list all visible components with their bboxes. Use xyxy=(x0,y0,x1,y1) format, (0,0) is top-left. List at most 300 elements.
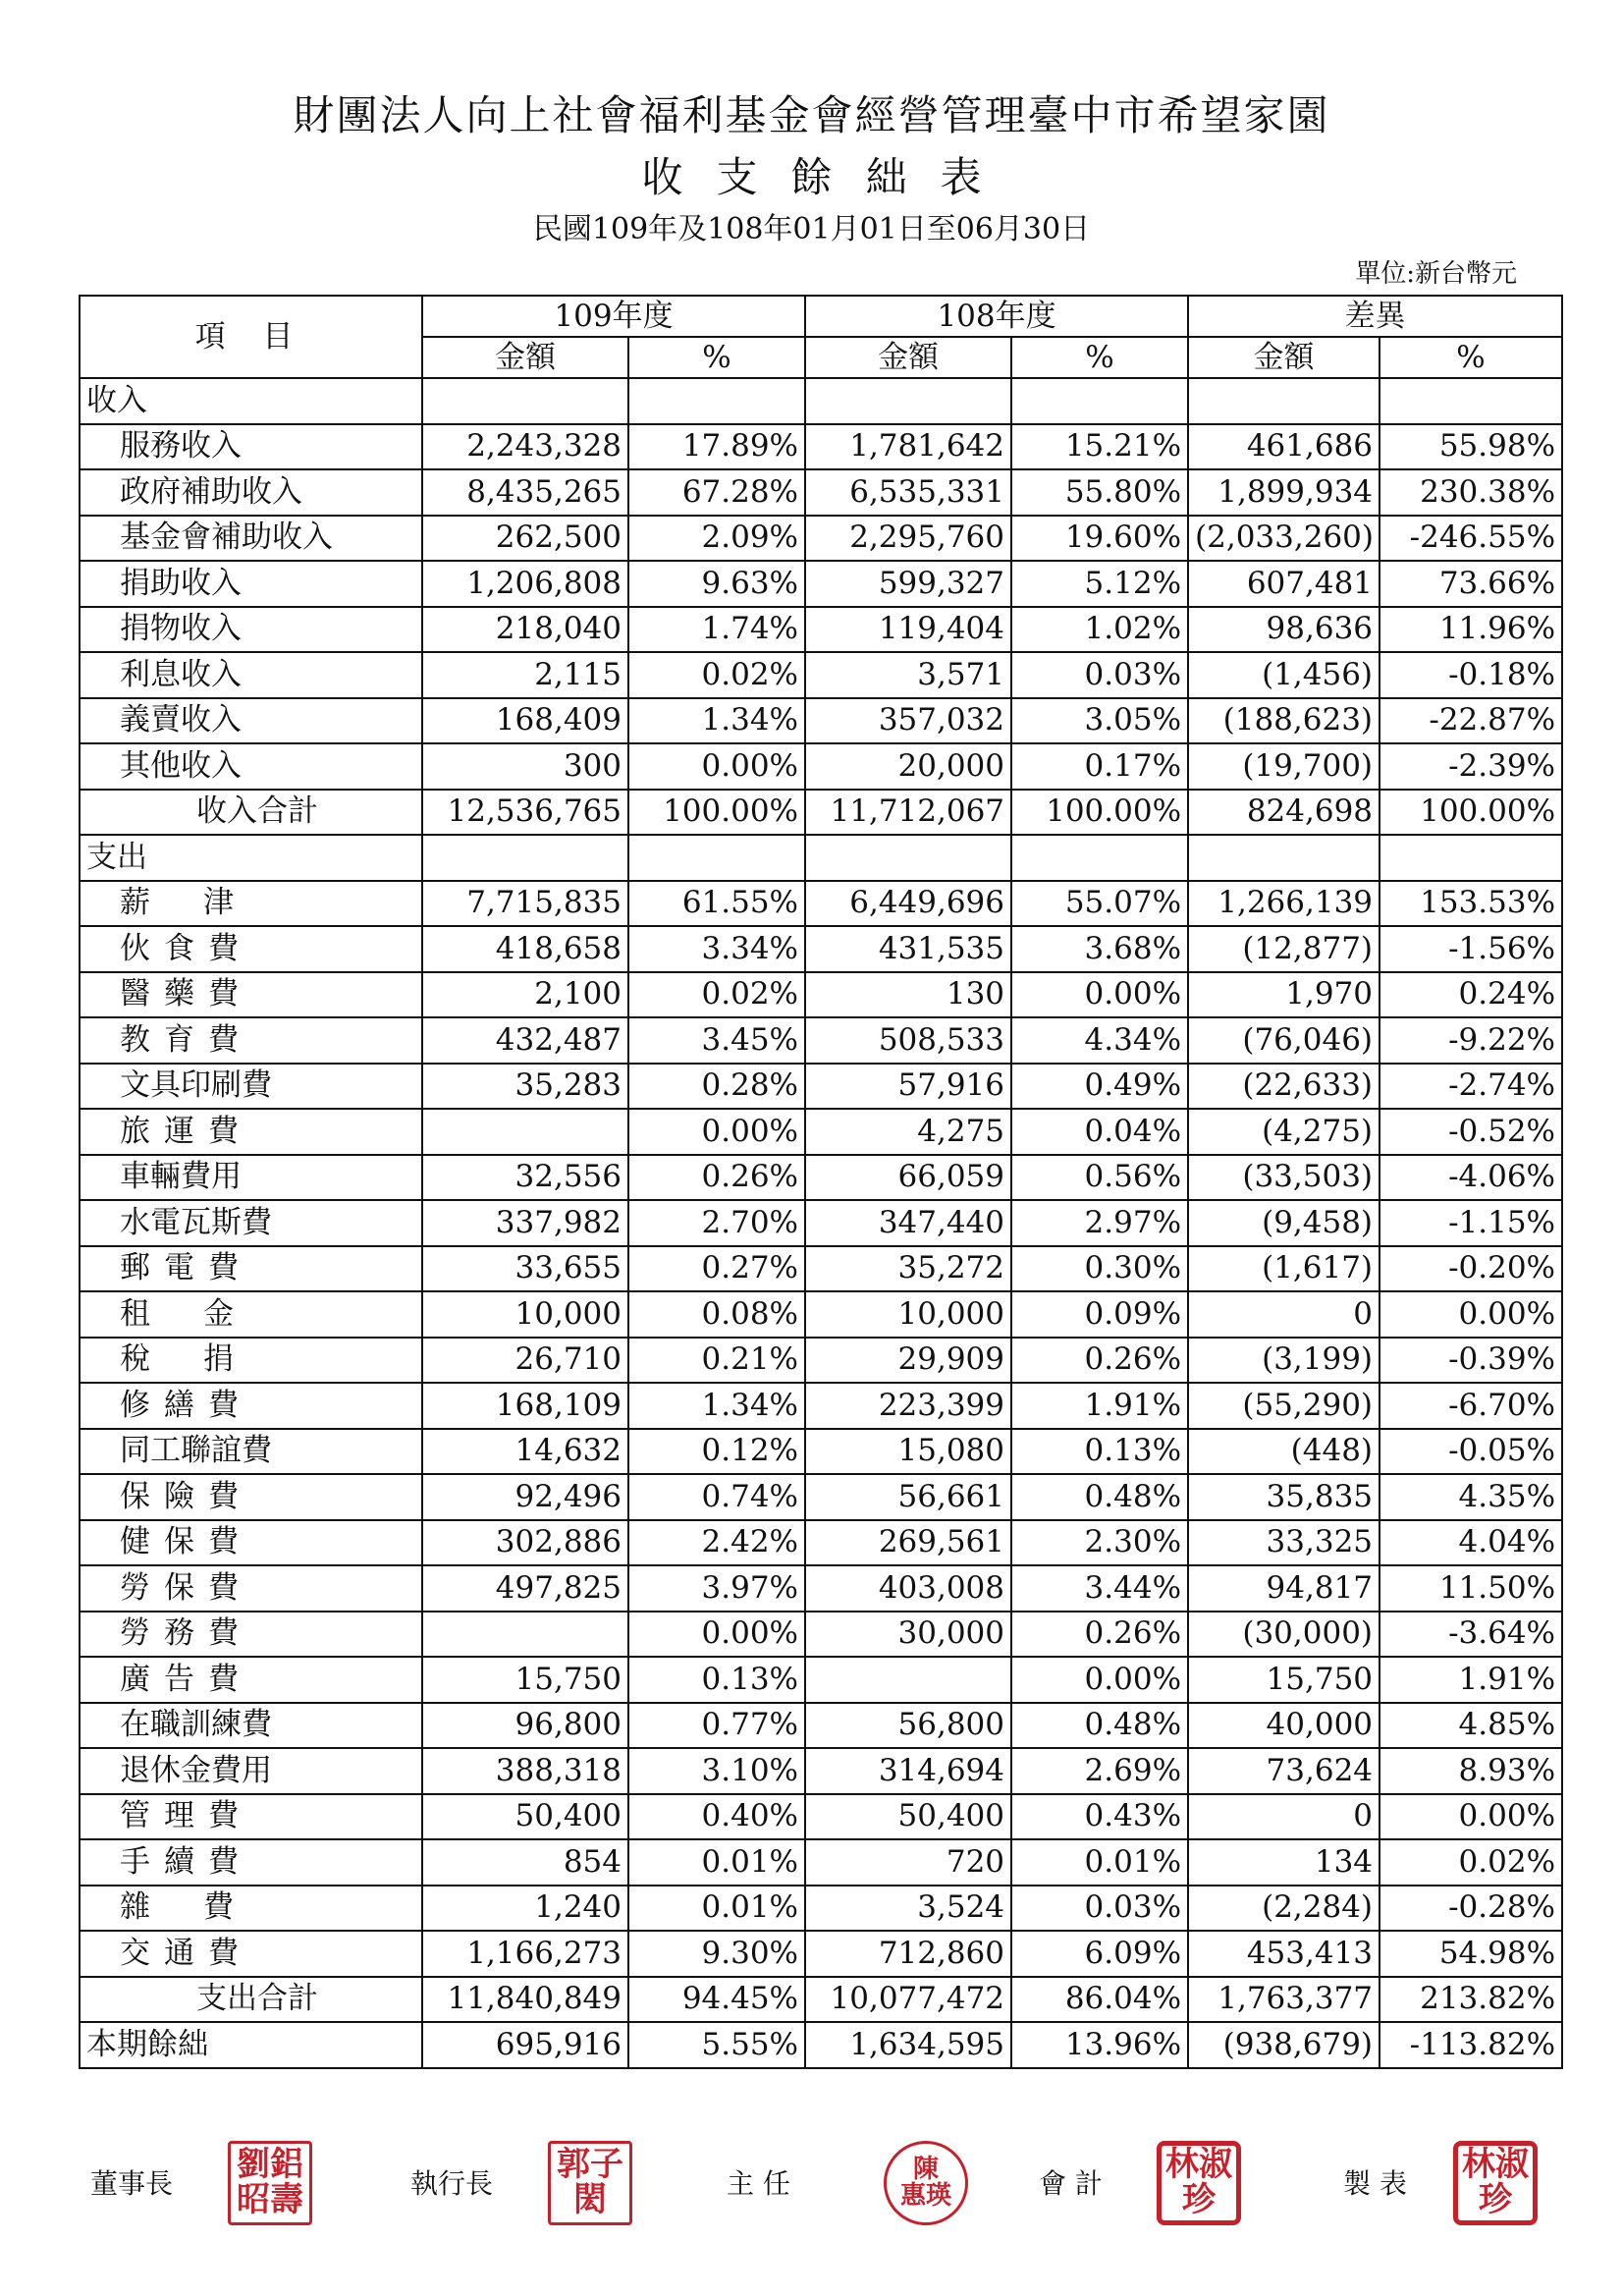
table-row xyxy=(80,1064,1562,1110)
row-label: 管理費 xyxy=(80,1794,422,1840)
amount-109: 7,715,835 xyxy=(422,881,628,927)
amount-108: 35,272 xyxy=(805,1246,1011,1292)
pct-109: 0.00% xyxy=(628,1109,805,1155)
pct-109: 0.02% xyxy=(628,972,805,1018)
pct-109: 3.97% xyxy=(628,1565,805,1612)
amount-109: 2,100 xyxy=(422,972,628,1018)
pct-109: 3.34% xyxy=(628,926,805,972)
section-label: 收入 xyxy=(80,378,422,424)
pct-diff: 1.91% xyxy=(1380,1657,1562,1703)
amount-diff: (4,275) xyxy=(1188,1109,1380,1155)
amount-108: 10,077,472 xyxy=(805,1977,1011,2023)
table-row xyxy=(80,1474,1562,1520)
amount-109: 35,283 xyxy=(422,1064,628,1110)
empty-cell xyxy=(1188,378,1380,424)
pct-108: 0.48% xyxy=(1011,1703,1188,1749)
amount-108: 6,449,696 xyxy=(805,881,1011,927)
pct-108: 1.91% xyxy=(1011,1383,1188,1429)
row-label: 伙食費 xyxy=(80,926,422,972)
pct-108: 0.17% xyxy=(1011,743,1188,790)
row-label: 其他收入 xyxy=(80,743,422,790)
pct-109: 0.21% xyxy=(628,1338,805,1384)
amount-108: 30,000 xyxy=(805,1612,1011,1658)
amount-diff: (938,679) xyxy=(1188,2022,1380,2068)
amount-109: 15,750 xyxy=(422,1657,628,1703)
table-row xyxy=(80,1109,1562,1155)
row-label: 旅運費 xyxy=(80,1109,422,1155)
pct-diff: 0.00% xyxy=(1380,1794,1562,1840)
table-row xyxy=(80,1520,1562,1566)
amount-109: 11,840,849 xyxy=(422,1977,628,2023)
amount-108: 223,399 xyxy=(805,1383,1011,1429)
amount-108: 403,008 xyxy=(805,1565,1011,1612)
amount-108: 3,571 xyxy=(805,652,1011,698)
empty-cell xyxy=(628,835,805,881)
amount-109: 302,886 xyxy=(422,1520,628,1566)
pct-diff: -4.06% xyxy=(1380,1155,1562,1201)
pct-109: 0.40% xyxy=(628,1794,805,1840)
header-pct-108: % xyxy=(1011,337,1188,378)
pct-diff: 0.00% xyxy=(1380,1291,1562,1338)
currency-unit: 單位:新台幣元 xyxy=(1355,259,1517,289)
table-row xyxy=(80,1338,1562,1384)
amount-109: 168,109 xyxy=(422,1383,628,1429)
header-year-109: 109年度 xyxy=(422,296,805,337)
row-label: 手續費 xyxy=(80,1839,422,1886)
empty-cell xyxy=(1011,378,1188,424)
empty-cell xyxy=(628,378,805,424)
pct-108: 3.44% xyxy=(1011,1565,1188,1612)
pct-109: 67.28% xyxy=(628,469,805,516)
pct-109: 0.12% xyxy=(628,1429,805,1475)
amount-diff: 33,325 xyxy=(1188,1520,1380,1566)
amount-108: 57,916 xyxy=(805,1064,1011,1110)
row-label: 退休金費用 xyxy=(80,1748,422,1794)
amount-diff: 98,636 xyxy=(1188,607,1380,653)
amount-diff: 1,763,377 xyxy=(1188,1977,1380,2023)
pct-109: 94.45% xyxy=(628,1977,805,2023)
empty-cell xyxy=(1380,835,1562,881)
empty-cell xyxy=(1380,378,1562,424)
pct-108: 2.30% xyxy=(1011,1520,1188,1566)
row-label: 利息收入 xyxy=(80,652,422,698)
amount-diff: 73,624 xyxy=(1188,1748,1380,1794)
row-label: 交通費 xyxy=(80,1931,422,1977)
pct-diff: -0.20% xyxy=(1380,1246,1562,1292)
amount-diff: 824,698 xyxy=(1188,790,1380,836)
row-label: 教育費 xyxy=(80,1017,422,1064)
empty-cell xyxy=(805,835,1011,881)
income-total-row xyxy=(80,790,1562,836)
amount-108: 10,000 xyxy=(805,1291,1011,1338)
row-label: 稅捐 xyxy=(80,1338,422,1384)
amount-109 xyxy=(422,1109,628,1155)
row-label: 郵電費 xyxy=(80,1246,422,1292)
pct-diff: 0.24% xyxy=(1380,972,1562,1018)
table-row xyxy=(80,1703,1562,1749)
amount-108: 4,275 xyxy=(805,1109,1011,1155)
amount-109: 300 xyxy=(422,743,628,790)
table-row xyxy=(80,1794,1562,1840)
amount-diff: (9,458) xyxy=(1188,1200,1380,1246)
table-row xyxy=(80,1200,1562,1246)
pct-109: 0.27% xyxy=(628,1246,805,1292)
pct-diff: 4.35% xyxy=(1380,1474,1562,1520)
pct-108: 2.69% xyxy=(1011,1748,1188,1794)
amount-diff: 15,750 xyxy=(1188,1657,1380,1703)
row-label: 捐助收入 xyxy=(80,561,422,607)
pct-109: 5.55% xyxy=(628,2022,805,2068)
pct-diff: 100.00% xyxy=(1380,790,1562,836)
table-row xyxy=(80,1657,1562,1703)
amount-diff: (30,000) xyxy=(1188,1612,1380,1658)
pct-108: 6.09% xyxy=(1011,1931,1188,1977)
pct-diff: -0.52% xyxy=(1380,1109,1562,1155)
table-row xyxy=(80,1017,1562,1064)
pct-diff: 11.96% xyxy=(1380,607,1562,653)
table-row xyxy=(80,1839,1562,1886)
amount-109: 337,982 xyxy=(422,1200,628,1246)
amount-109: 50,400 xyxy=(422,1794,628,1840)
amount-diff: 0 xyxy=(1188,1291,1380,1338)
red-seal-stamp: 郭子 閎 xyxy=(548,2141,632,2225)
signature-label: 會 計 xyxy=(1039,2167,1103,2200)
pct-diff: 55.98% xyxy=(1380,424,1562,470)
amount-108: 712,860 xyxy=(805,1931,1011,1977)
row-label: 車輛費用 xyxy=(80,1155,422,1201)
table-row xyxy=(80,1246,1562,1292)
pct-108: 0.56% xyxy=(1011,1155,1188,1201)
amount-diff: (33,503) xyxy=(1188,1155,1380,1201)
amount-108: 56,800 xyxy=(805,1703,1011,1749)
pct-108: 15.21% xyxy=(1011,424,1188,470)
signature-label: 製 表 xyxy=(1343,2167,1407,2200)
row-label: 基金會補助收入 xyxy=(80,516,422,562)
pct-diff: -1.56% xyxy=(1380,926,1562,972)
row-label: 政府補助收入 xyxy=(80,469,422,516)
amount-109: 262,500 xyxy=(422,516,628,562)
pct-109: 3.10% xyxy=(628,1748,805,1794)
pct-diff: -246.55% xyxy=(1380,516,1562,562)
pct-108: 0.26% xyxy=(1011,1612,1188,1658)
amount-109: 1,206,808 xyxy=(422,561,628,607)
pct-diff: -2.74% xyxy=(1380,1064,1562,1110)
row-label: 本期餘絀 xyxy=(80,2022,422,2068)
pct-108: 0.04% xyxy=(1011,1109,1188,1155)
pct-108: 0.48% xyxy=(1011,1474,1188,1520)
pct-109: 0.08% xyxy=(628,1291,805,1338)
table-row xyxy=(80,607,1562,653)
pct-108: 55.07% xyxy=(1011,881,1188,927)
pct-diff: 4.04% xyxy=(1380,1520,1562,1566)
amount-diff: (12,877) xyxy=(1188,926,1380,972)
amount-108: 431,535 xyxy=(805,926,1011,972)
pct-109: 1.34% xyxy=(628,698,805,744)
table-row xyxy=(80,424,1562,470)
reporting-period: 民國109年及108年01月01日至06月30日 xyxy=(532,212,1091,246)
amount-108: 119,404 xyxy=(805,607,1011,653)
pct-108: 19.60% xyxy=(1011,516,1188,562)
header-year-108: 108年度 xyxy=(805,296,1188,337)
amount-109: 14,632 xyxy=(422,1429,628,1475)
amount-diff: 1,266,139 xyxy=(1188,881,1380,927)
row-label: 服務收入 xyxy=(80,424,422,470)
section-label: 支出 xyxy=(80,835,422,881)
amount-108: 130 xyxy=(805,972,1011,1018)
pct-109: 1.34% xyxy=(628,1383,805,1429)
amount-diff: (55,290) xyxy=(1188,1383,1380,1429)
red-seal-stamp: 陳 惠瑛 xyxy=(884,2141,968,2225)
header-amount-108: 金額 xyxy=(805,337,1011,378)
row-label: 雜費 xyxy=(80,1886,422,1932)
amount-109: 1,240 xyxy=(422,1886,628,1932)
pct-109: 2.42% xyxy=(628,1520,805,1566)
amount-108: 66,059 xyxy=(805,1155,1011,1201)
pct-diff: -3.64% xyxy=(1380,1612,1562,1658)
amount-108: 2,295,760 xyxy=(805,516,1011,562)
pct-108: 0.03% xyxy=(1011,1886,1188,1932)
pct-diff: -6.70% xyxy=(1380,1383,1562,1429)
pct-109: 9.63% xyxy=(628,561,805,607)
pct-109: 0.13% xyxy=(628,1657,805,1703)
red-seal-stamp: 劉鋁 昭壽 xyxy=(228,2141,312,2225)
row-label: 水電瓦斯費 xyxy=(80,1200,422,1246)
header-row-years xyxy=(80,296,1562,337)
amount-109: 32,556 xyxy=(422,1155,628,1201)
pct-108: 100.00% xyxy=(1011,790,1188,836)
pct-109: 0.26% xyxy=(628,1155,805,1201)
amount-109: 695,916 xyxy=(422,2022,628,2068)
pct-diff: 213.82% xyxy=(1380,1977,1562,2023)
row-label: 健保費 xyxy=(80,1520,422,1566)
amount-108: 599,327 xyxy=(805,561,1011,607)
amount-109: 2,243,328 xyxy=(422,424,628,470)
table-row xyxy=(80,881,1562,927)
amount-diff: (3,199) xyxy=(1188,1338,1380,1384)
section-income xyxy=(80,378,1562,424)
amount-109: 388,318 xyxy=(422,1748,628,1794)
amount-109: 854 xyxy=(422,1839,628,1886)
pct-109: 0.77% xyxy=(628,1703,805,1749)
amount-diff: (2,284) xyxy=(1188,1886,1380,1932)
pct-108: 0.03% xyxy=(1011,652,1188,698)
empty-cell xyxy=(1011,835,1188,881)
empty-cell xyxy=(422,835,628,881)
pct-109: 0.02% xyxy=(628,652,805,698)
amount-diff: (1,456) xyxy=(1188,652,1380,698)
pct-109: 0.00% xyxy=(628,1612,805,1658)
pct-108: 0.09% xyxy=(1011,1291,1188,1338)
red-seal-stamp: 林淑 珍 xyxy=(1453,2141,1538,2225)
row-label: 醫藥費 xyxy=(80,972,422,1018)
table-row xyxy=(80,652,1562,698)
table-row xyxy=(80,1429,1562,1475)
pct-109: 100.00% xyxy=(628,790,805,836)
amount-108: 3,524 xyxy=(805,1886,1011,1932)
amount-109: 432,487 xyxy=(422,1017,628,1064)
pct-109: 0.00% xyxy=(628,743,805,790)
statement-title: 收支餘絀表 xyxy=(641,153,1015,201)
amount-diff: (19,700) xyxy=(1188,743,1380,790)
pct-diff: -0.05% xyxy=(1380,1429,1562,1475)
amount-109: 8,435,265 xyxy=(422,469,628,516)
table-row xyxy=(80,1155,1562,1201)
row-label: 勞務費 xyxy=(80,1612,422,1658)
amount-diff: (448) xyxy=(1188,1429,1380,1475)
amount-109: 418,658 xyxy=(422,926,628,972)
pct-108: 55.80% xyxy=(1011,469,1188,516)
header-amount-109: 金額 xyxy=(422,337,628,378)
row-label: 義賣收入 xyxy=(80,698,422,744)
amount-109: 33,655 xyxy=(422,1246,628,1292)
pct-108: 3.68% xyxy=(1011,926,1188,972)
amount-108: 50,400 xyxy=(805,1794,1011,1840)
amount-diff: 1,970 xyxy=(1188,972,1380,1018)
pct-diff: -113.82% xyxy=(1380,2022,1562,2068)
pct-diff: 0.02% xyxy=(1380,1839,1562,1886)
row-label: 支出合計 xyxy=(80,1977,422,2023)
amount-diff: 35,835 xyxy=(1188,1474,1380,1520)
pct-108: 0.13% xyxy=(1011,1429,1188,1475)
amount-108: 1,634,595 xyxy=(805,2022,1011,2068)
row-label: 文具印刷費 xyxy=(80,1064,422,1110)
red-seal-stamp: 林淑 珍 xyxy=(1157,2141,1241,2225)
signature-row xyxy=(0,2141,1623,2259)
pct-109: 9.30% xyxy=(628,1931,805,1977)
pct-diff: 11.50% xyxy=(1380,1565,1562,1612)
amount-diff: (1,617) xyxy=(1188,1246,1380,1292)
pct-108: 0.01% xyxy=(1011,1839,1188,1886)
amount-108: 314,694 xyxy=(805,1748,1011,1794)
amount-108: 357,032 xyxy=(805,698,1011,744)
header-pct-109: % xyxy=(628,337,805,378)
empty-cell xyxy=(1188,835,1380,881)
pct-diff: -1.15% xyxy=(1380,1200,1562,1246)
amount-109 xyxy=(422,1612,628,1658)
table-row xyxy=(80,698,1562,744)
amount-diff: 94,817 xyxy=(1188,1565,1380,1612)
empty-cell xyxy=(422,378,628,424)
pct-diff: 8.93% xyxy=(1380,1748,1562,1794)
table-row xyxy=(80,1565,1562,1612)
table-row xyxy=(80,1886,1562,1932)
pct-109: 3.45% xyxy=(628,1017,805,1064)
income-expense-table xyxy=(79,295,1563,2069)
amount-109: 218,040 xyxy=(422,607,628,653)
pct-diff: -2.39% xyxy=(1380,743,1562,790)
pct-108: 4.34% xyxy=(1011,1017,1188,1064)
pct-108: 0.49% xyxy=(1011,1064,1188,1110)
row-label: 租金 xyxy=(80,1291,422,1338)
header-difference: 差異 xyxy=(1188,296,1562,337)
amount-108: 15,080 xyxy=(805,1429,1011,1475)
amount-109: 1,166,273 xyxy=(422,1931,628,1977)
net-result-row xyxy=(80,2022,1562,2068)
pct-108: 0.26% xyxy=(1011,1338,1188,1384)
amount-diff: (22,633) xyxy=(1188,1064,1380,1110)
row-label: 同工聯誼費 xyxy=(80,1429,422,1475)
amount-109: 497,825 xyxy=(422,1565,628,1612)
pct-109: 2.09% xyxy=(628,516,805,562)
pct-109: 17.89% xyxy=(628,424,805,470)
row-label: 廣告費 xyxy=(80,1657,422,1703)
table-row xyxy=(80,972,1562,1018)
pct-108: 1.02% xyxy=(1011,607,1188,653)
amount-108 xyxy=(805,1657,1011,1703)
amount-108: 347,440 xyxy=(805,1200,1011,1246)
table-row xyxy=(80,926,1562,972)
section-expense xyxy=(80,835,1562,881)
expense-total-row xyxy=(80,1977,1562,2023)
pct-108: 0.00% xyxy=(1011,1657,1188,1703)
table-row xyxy=(80,1748,1562,1794)
pct-109: 2.70% xyxy=(628,1200,805,1246)
pct-108: 5.12% xyxy=(1011,561,1188,607)
pct-108: 86.04% xyxy=(1011,1977,1188,2023)
header-item: 項 目 xyxy=(80,296,422,378)
row-label: 在職訓練費 xyxy=(80,1703,422,1749)
amount-108: 56,661 xyxy=(805,1474,1011,1520)
amount-108: 269,561 xyxy=(805,1520,1011,1566)
pct-108: 0.43% xyxy=(1011,1794,1188,1840)
pct-diff: 153.53% xyxy=(1380,881,1562,927)
amount-diff: 0 xyxy=(1188,1794,1380,1840)
pct-diff: -0.39% xyxy=(1380,1338,1562,1384)
amount-diff: 461,686 xyxy=(1188,424,1380,470)
amount-109: 168,409 xyxy=(422,698,628,744)
pct-108: 0.30% xyxy=(1011,1246,1188,1292)
pct-109: 0.01% xyxy=(628,1839,805,1886)
signature-label: 執行長 xyxy=(410,2167,494,2200)
amount-109: 92,496 xyxy=(422,1474,628,1520)
pct-108: 3.05% xyxy=(1011,698,1188,744)
amount-108: 11,712,067 xyxy=(805,790,1011,836)
table-row xyxy=(80,1931,1562,1977)
header-pct-diff: % xyxy=(1380,337,1562,378)
row-label: 保險費 xyxy=(80,1474,422,1520)
amount-diff: (76,046) xyxy=(1188,1017,1380,1064)
table-row xyxy=(80,516,1562,562)
amount-109: 96,800 xyxy=(422,1703,628,1749)
pct-109: 0.28% xyxy=(628,1064,805,1110)
pct-108: 2.97% xyxy=(1011,1200,1188,1246)
amount-109: 2,115 xyxy=(422,652,628,698)
amount-108: 20,000 xyxy=(805,743,1011,790)
pct-109: 61.55% xyxy=(628,881,805,927)
pct-diff: -22.87% xyxy=(1380,698,1562,744)
table-row xyxy=(80,561,1562,607)
table-row xyxy=(80,1612,1562,1658)
amount-diff: 1,899,934 xyxy=(1188,469,1380,516)
amount-diff: (2,033,260) xyxy=(1188,516,1380,562)
table-row xyxy=(80,469,1562,516)
row-label: 薪津 xyxy=(80,881,422,927)
amount-diff: 607,481 xyxy=(1188,561,1380,607)
pct-109: 0.01% xyxy=(628,1886,805,1932)
pct-109: 1.74% xyxy=(628,607,805,653)
pct-diff: 73.66% xyxy=(1380,561,1562,607)
empty-cell xyxy=(805,378,1011,424)
amount-diff: (188,623) xyxy=(1188,698,1380,744)
amount-diff: 453,413 xyxy=(1188,1931,1380,1977)
amount-diff: 134 xyxy=(1188,1839,1380,1886)
amount-108: 29,909 xyxy=(805,1338,1011,1384)
amount-108: 508,533 xyxy=(805,1017,1011,1064)
signature-label: 董事長 xyxy=(90,2167,174,2200)
pct-diff: 4.85% xyxy=(1380,1703,1562,1749)
row-label: 捐物收入 xyxy=(80,607,422,653)
pct-108: 0.00% xyxy=(1011,972,1188,1018)
